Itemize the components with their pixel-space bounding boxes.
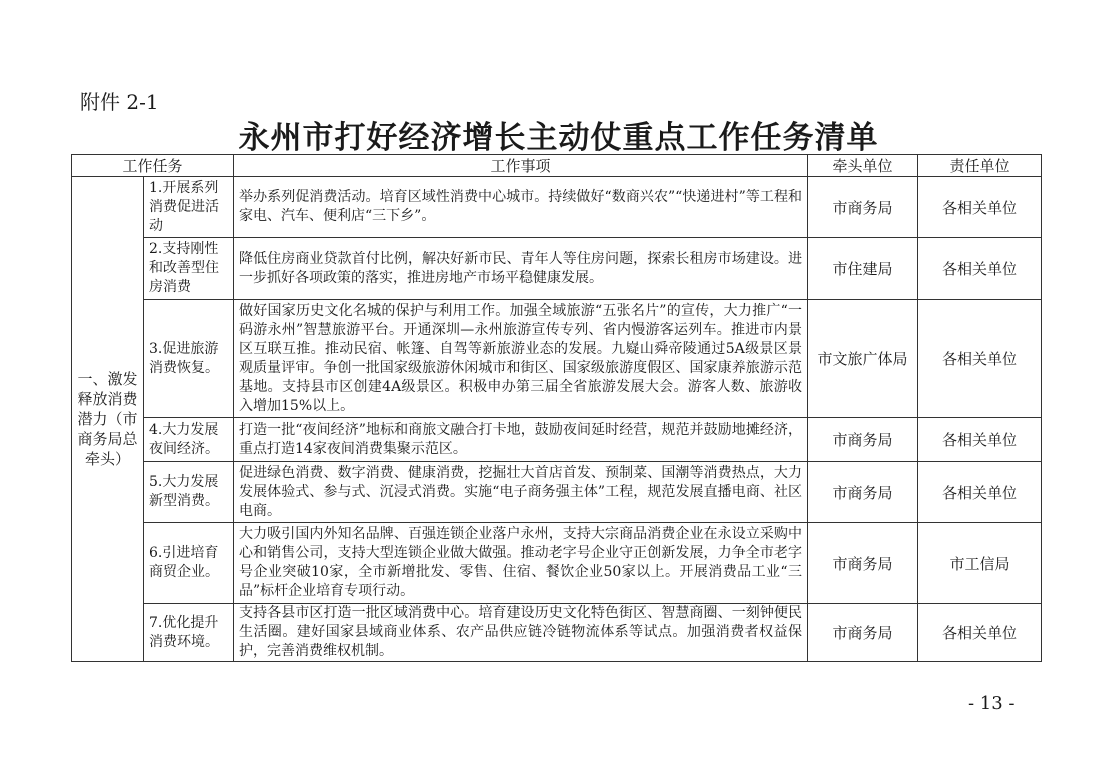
task-item: 6.引进培育商贸企业。	[144, 523, 234, 604]
resp-unit: 各相关单位	[918, 238, 1042, 300]
header-matter: 工作事项	[234, 155, 808, 177]
header-lead: 牵头单位	[808, 155, 918, 177]
header-task: 工作任务	[72, 155, 234, 177]
lead-unit: 市商务局	[808, 523, 918, 604]
table-header-row	[72, 155, 1042, 177]
lead-unit: 市住建局	[808, 238, 918, 300]
table-row	[72, 418, 1042, 462]
table-row	[72, 604, 1042, 662]
table-row	[72, 177, 1042, 238]
category-cell: 一、激发释放消费潜力（市商务局总牵头）	[72, 177, 144, 662]
table-row	[72, 300, 1042, 418]
task-item: 1.开展系列消费促进活动	[144, 177, 234, 238]
task-matter: 举办系列促消费活动。培育区域性消费中心城市。持续做好“数商兴农”“快递进村”等工程和家电、汽车、便利店“三下乡”。	[234, 177, 808, 238]
task-item: 5.大力发展新型消费。	[144, 462, 234, 523]
task-item: 3.促进旅游消费恢复。	[144, 300, 234, 418]
task-matter: 促进绿色消费、数字消费、健康消费，挖掘壮大首店首发、预制菜、国潮等消费热点，大力发展体验式、参与式、沉浸式消费。实施“电子商务强主体”工程，规范发展直播电商、社区电商。	[234, 462, 808, 523]
task-matter: 降低住房商业贷款首付比例，解决好新市民、青年人等住房问题，探索长租房市场建设。进一步抓好各项政策的落实，推进房地产市场平稳健康发展。	[234, 238, 808, 300]
resp-unit: 各相关单位	[918, 177, 1042, 238]
resp-unit: 各相关单位	[918, 418, 1042, 462]
document-title: 永州市打好经济增长主动仗重点工作任务清单	[238, 120, 879, 156]
task-matter: 做好国家历史文化名城的保护与利用工作。加强全域旅游“五张名片”的宣传，大力推广“一码游永州”智慧旅游平台。开通深圳—永州旅游宣传专列、省内慢游客运列车。推进市内景区互联互推。推动民宿、帐篷、自驾等新旅游业态的发展。九嶷山舜帝陵通过5A级景区景观质量评审。争创一批国家级旅游休闲城市和街区、国家级旅游度假区、国家康养旅游示范基地。支持县市区创建4A级景区。积极申办第三届全省旅游发展大会。游客人数、旅游收入增加15%以上。	[234, 300, 808, 418]
resp-unit: 各相关单位	[918, 604, 1042, 662]
lead-unit: 市商务局	[808, 462, 918, 523]
task-matter: 大力吸引国内外知名品牌、百强连锁企业落户永州，支持大宗商品消费企业在永设立采购中心和销售公司，支持大型连锁企业做大做强。推动老字号企业守正创新发展，力争全市老字号企业突破10家，全市新增批发、零售、住宿、餐饮企业50家以上。开展消费品工业“三品”标杆企业培育专项行动。	[234, 523, 808, 604]
table-row	[72, 462, 1042, 523]
header-resp: 责任单位	[918, 155, 1042, 177]
table-row	[72, 523, 1042, 604]
attachment-label: 附件 2-1	[80, 90, 159, 114]
resp-unit: 各相关单位	[918, 462, 1042, 523]
lead-unit: 市商务局	[808, 177, 918, 238]
page-number: - 13 -	[968, 693, 1015, 714]
task-item: 7.优化提升消费环境。	[144, 604, 234, 662]
resp-unit: 各相关单位	[918, 300, 1042, 418]
task-matter: 打造一批“夜间经济”地标和商旅文融合打卡地，鼓励夜间延时经营，规范并鼓励地摊经济，重点打造14家夜间消费集聚示范区。	[234, 418, 808, 462]
task-table	[71, 154, 1042, 662]
lead-unit: 市文旅广体局	[808, 300, 918, 418]
table-row	[72, 238, 1042, 300]
task-matter: 支持各县市区打造一批区域消费中心。培育建设历史文化特色街区、智慧商圈、一刻钟便民生活圈。建好国家县域商业体系、农产品供应链冷链物流体系等试点。加强消费者权益保护，完善消费维权机制。	[234, 604, 808, 662]
task-item: 4.大力发展夜间经济。	[144, 418, 234, 462]
lead-unit: 市商务局	[808, 418, 918, 462]
resp-unit: 市工信局	[918, 523, 1042, 604]
task-item: 2.支持刚性和改善型住房消费	[144, 238, 234, 300]
lead-unit: 市商务局	[808, 604, 918, 662]
